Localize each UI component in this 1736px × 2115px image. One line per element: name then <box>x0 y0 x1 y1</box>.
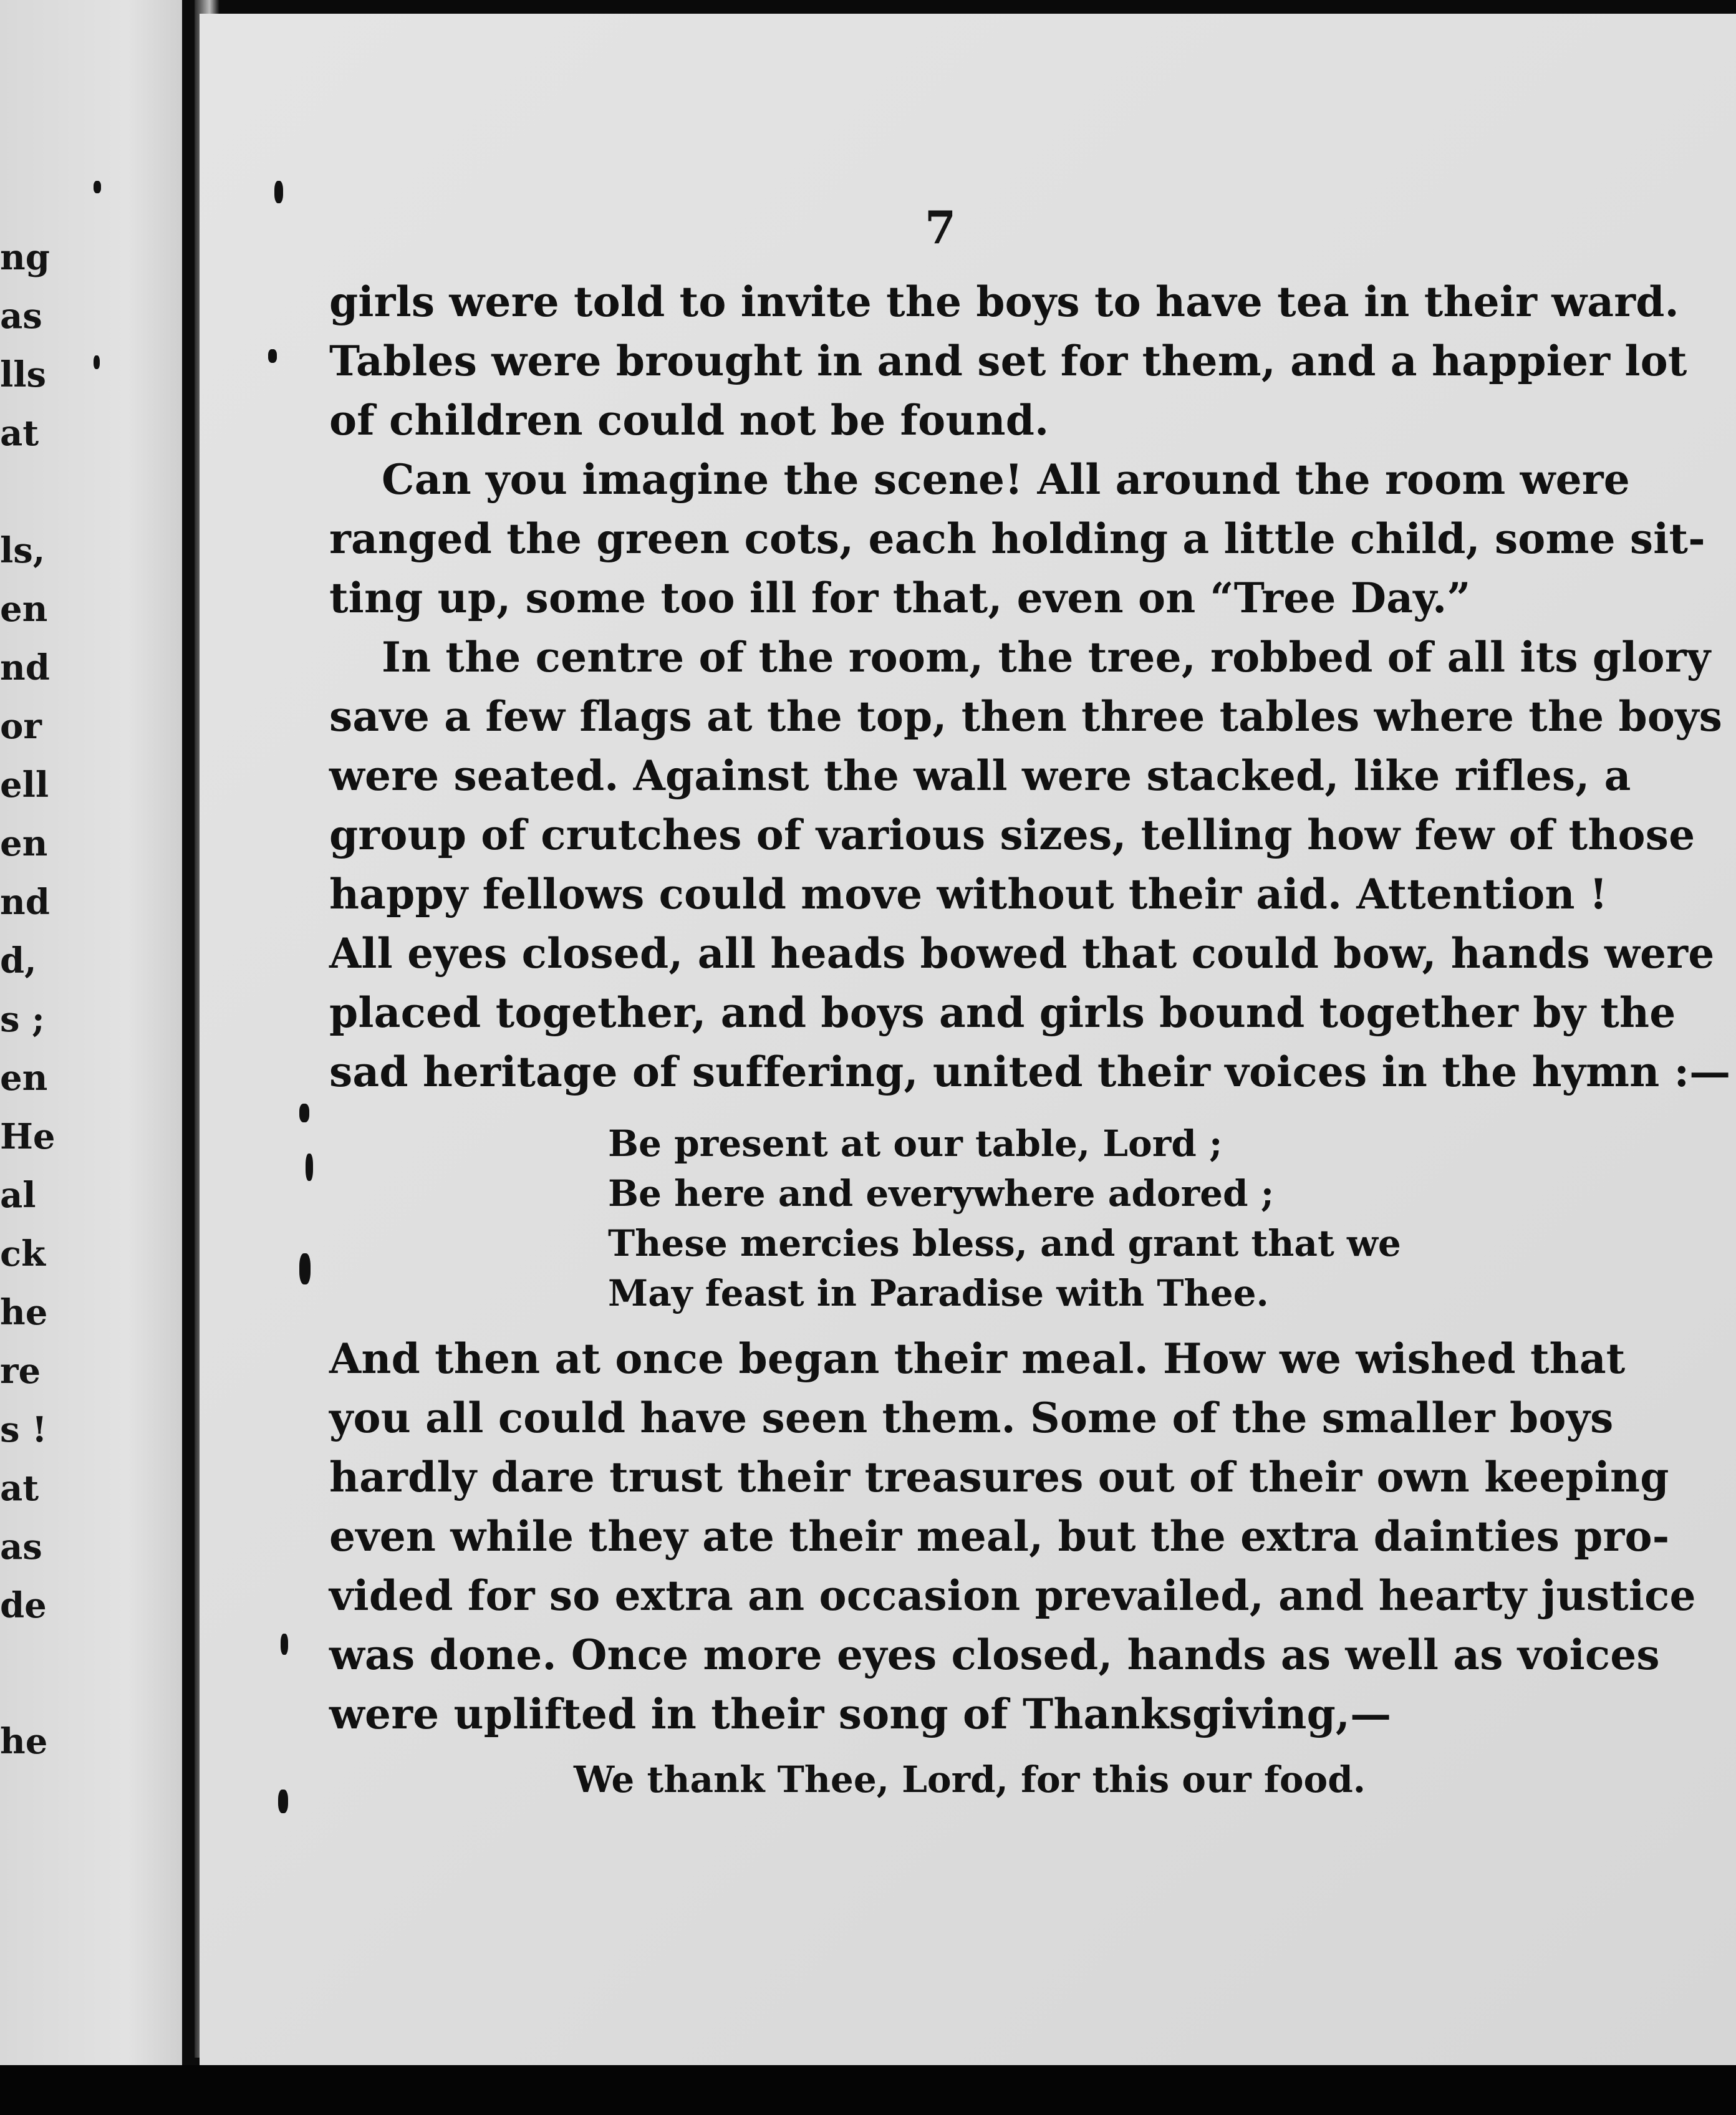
text-line: hardly dare trust their treasures out of their own keeping <box>329 1453 1669 1501</box>
ink-speck <box>281 1634 288 1655</box>
previous-page-fragment: ls, <box>0 530 46 571</box>
previous-page-fragment: ck <box>0 1233 46 1274</box>
previous-page-fragment: al <box>0 1175 36 1216</box>
previous-page-fragment: he <box>0 1292 48 1333</box>
text-line: Can you imagine the scene! All around the room were <box>382 455 1630 504</box>
previous-page-fragment: s ! <box>0 1409 47 1450</box>
ink-speck <box>299 1104 309 1122</box>
previous-page-fragment: lls <box>0 354 47 395</box>
page-number: 7 <box>924 201 957 254</box>
text-line: happy fellows could move without their aid. Attention ! <box>329 870 1608 918</box>
previous-page-fragment <box>0 471 182 529</box>
previous-page-fragment: nd <box>0 647 50 688</box>
previous-page <box>0 0 182 2101</box>
previous-page-fragment: re <box>0 1351 41 1392</box>
text-line: Tables were brought in and set for them, and a happier lot <box>329 337 1687 385</box>
text-line: All eyes closed, all heads bowed that could bow, hands were <box>329 929 1715 978</box>
previous-page-fragment: or <box>0 706 42 747</box>
hymn-line: Be here and everywhere adored ; <box>608 1172 1275 1215</box>
ink-speck <box>94 181 101 193</box>
previous-page-fragment: ng <box>0 237 50 278</box>
text-line: vided for so extra an occasion prevailed, and hearty justice <box>329 1571 1696 1620</box>
text-line: group of crutches of various sizes, telling how few of those <box>329 811 1695 859</box>
text-line: was done. Once more eyes closed, hands as well as voices <box>329 1631 1660 1679</box>
text-line: In the centre of the room, the tree, robbed of all its glory <box>382 633 1711 682</box>
text-line: sad heritage of suffering, united their voices in the hymn :— <box>329 1048 1731 1096</box>
text-line: ranged the green cots, each holding a little child, some sit- <box>329 514 1705 563</box>
previous-page-fragment: s ; <box>0 999 45 1040</box>
previous-page-fragment <box>0 1644 182 1701</box>
previous-page-fragment: nd <box>0 882 50 923</box>
ink-speck <box>278 1790 288 1813</box>
previous-page-fragment: d, <box>0 940 37 981</box>
previous-page-fragment: as <box>0 296 42 337</box>
text-line: girls were told to invite the boys to have tea in their ward. <box>329 277 1679 326</box>
text-line: even while they ate their meal, but the extra dainties pro- <box>329 1512 1670 1561</box>
ink-speck <box>306 1154 313 1181</box>
previous-page-fragment: en <box>0 589 48 630</box>
closing-hymn-line: We thank Thee, Lord, for this our food. <box>574 1758 1366 1801</box>
previous-page-fragment: at <box>0 413 39 454</box>
previous-page-fragment: He <box>0 1116 55 1157</box>
text-line: of children could not be found. <box>329 396 1049 445</box>
ink-speck <box>94 355 100 369</box>
text-line: And then at once began their meal. How we wished that <box>329 1334 1626 1383</box>
text-line: were seated. Against the wall were stacked, like rifles, a <box>329 751 1631 800</box>
scan-bottom-edge <box>0 2065 1736 2115</box>
text-line: you all could have seen them. Some of the smaller boys <box>329 1394 1614 1442</box>
previous-page-fragment: de <box>0 1585 47 1626</box>
previous-page-fragment: as <box>0 1526 42 1568</box>
text-line: placed together, and boys and girls bound together by the <box>329 988 1676 1037</box>
text-line: ting up, some too ill for that, even on “Tree Day.” <box>329 574 1471 622</box>
previous-page-fragment: ell <box>0 764 49 806</box>
ink-speck <box>274 181 283 203</box>
previous-page-fragment: en <box>0 1058 48 1099</box>
hymn-line: May feast in Paradise with Thee. <box>608 1272 1269 1314</box>
text-line: save a few flags at the top, then three tables where the boys <box>329 692 1723 741</box>
text-line: were uplifted in their song of Thanksgiving,— <box>329 1690 1392 1738</box>
hymn-line: These mercies bless, and grant that we <box>608 1222 1401 1265</box>
previous-page-fragment: at <box>0 1468 39 1509</box>
ink-speck <box>268 349 277 363</box>
ink-speck <box>299 1253 311 1284</box>
previous-page-fragment: en <box>0 823 48 864</box>
hymn-line: Be present at our table, Lord ; <box>608 1122 1223 1165</box>
previous-page-fragment: he <box>0 1721 48 1762</box>
